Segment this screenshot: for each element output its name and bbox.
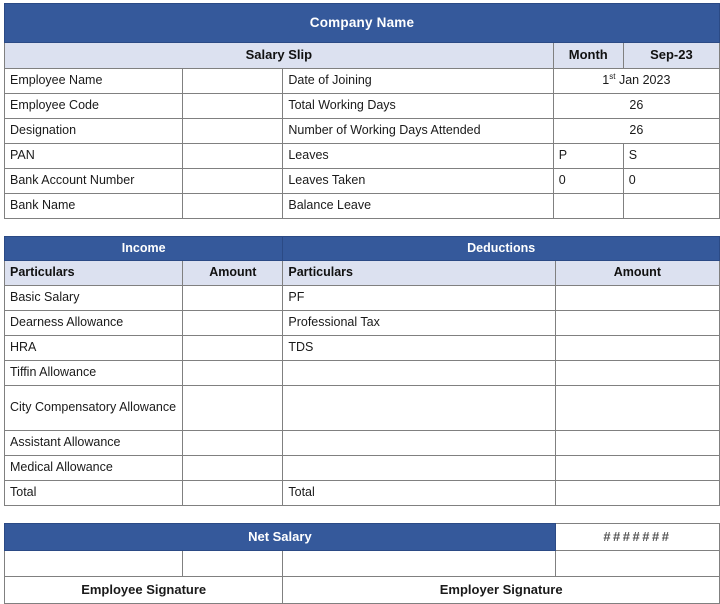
total-working-days-label: Total Working Days	[283, 94, 553, 119]
blank-cell	[283, 551, 555, 577]
section-header-row	[5, 237, 720, 261]
salary-slip-title-row	[5, 43, 720, 69]
salary-slip-title: Salary Slip	[5, 43, 554, 69]
employee-info-table	[4, 3, 720, 219]
income-particulars-header: Particulars	[5, 261, 183, 286]
deduction-amount-header: Amount	[555, 261, 719, 286]
employee-code-label: Employee Code	[5, 94, 183, 119]
table-row	[5, 386, 720, 431]
income-amount-header: Amount	[183, 261, 283, 286]
net-salary-value[interactable]: #######	[555, 524, 719, 551]
income-amount[interactable]	[183, 361, 283, 386]
doj-day: 1	[602, 73, 610, 88]
income-amount[interactable]	[183, 286, 283, 311]
pan-label: PAN	[5, 144, 183, 169]
net-salary-label: Net Salary	[5, 524, 556, 551]
doj-ordinal: st	[609, 72, 616, 82]
designation-label: Designation	[5, 119, 183, 144]
leaves-sick-value[interactable]: S	[623, 144, 719, 169]
deduction-amount[interactable]	[555, 361, 719, 386]
table-row	[5, 361, 720, 386]
deductions-section-header: Deductions	[283, 237, 720, 261]
table-row	[5, 456, 720, 481]
deduction-particular: PF	[283, 286, 555, 311]
deduction-amount[interactable]	[555, 336, 719, 361]
income-particular: Basic Salary	[5, 286, 183, 311]
info-row	[5, 144, 720, 169]
income-particular: Medical Allowance	[5, 456, 183, 481]
blank-spacer-row	[5, 551, 720, 577]
balance-leave-label: Balance Leave	[283, 194, 553, 219]
column-header-row	[5, 261, 720, 286]
blank-cell	[555, 551, 719, 577]
balance-leave-present-value[interactable]	[553, 194, 623, 219]
date-of-joining-label: Date of Joining	[283, 69, 553, 94]
income-particular: Dearness Allowance	[5, 311, 183, 336]
income-amount[interactable]	[183, 456, 283, 481]
blank-cell	[5, 551, 183, 577]
company-name: Company Name	[5, 4, 720, 43]
deduction-amount[interactable]	[555, 311, 719, 336]
deduction-particular	[283, 431, 555, 456]
deduction-particular	[283, 386, 555, 431]
deduction-particular: Professional Tax	[283, 311, 555, 336]
bank-account-number-label: Bank Account Number	[5, 169, 183, 194]
employer-signature-label: Employer Signature	[283, 577, 720, 604]
income-amount[interactable]	[183, 311, 283, 336]
income-total-amount[interactable]	[183, 481, 283, 506]
designation-value[interactable]	[183, 119, 283, 144]
balance-leave-sick-value[interactable]	[623, 194, 719, 219]
employee-name-label: Employee Name	[5, 69, 183, 94]
income-particular: HRA	[5, 336, 183, 361]
info-row	[5, 94, 720, 119]
income-particular: Tiffin Allowance	[5, 361, 183, 386]
deduction-total-label: Total	[283, 481, 555, 506]
total-working-days-value[interactable]: 26	[553, 94, 719, 119]
table-row	[5, 431, 720, 456]
employee-signature-label: Employee Signature	[5, 577, 283, 604]
doj-month-year: Jan 2023	[615, 73, 671, 88]
income-total-label: Total	[5, 481, 183, 506]
employee-name-value[interactable]	[183, 69, 283, 94]
earnings-deductions-table	[4, 236, 720, 506]
net-salary-row	[5, 524, 720, 551]
leaves-taken-present-value[interactable]: 0	[553, 169, 623, 194]
info-row	[5, 69, 720, 94]
month-label: Month	[553, 43, 623, 69]
deduction-particular: TDS	[283, 336, 555, 361]
info-row	[5, 169, 720, 194]
days-attended-value[interactable]: 26	[553, 119, 719, 144]
deduction-particulars-header: Particulars	[283, 261, 555, 286]
info-row	[5, 194, 720, 219]
pan-value[interactable]	[183, 144, 283, 169]
net-salary-table	[4, 523, 720, 604]
table-row-total	[5, 481, 720, 506]
income-amount[interactable]	[183, 386, 283, 431]
section-spacer	[4, 219, 720, 236]
table-row	[5, 336, 720, 361]
blank-cell	[183, 551, 283, 577]
income-particular: City Compensatory Allowance	[5, 386, 183, 431]
table-row	[5, 311, 720, 336]
info-row	[5, 119, 720, 144]
deduction-particular	[283, 361, 555, 386]
month-value: Sep-23	[623, 43, 719, 69]
date-of-joining-value[interactable]	[553, 69, 719, 94]
bank-name-value[interactable]	[183, 194, 283, 219]
footer-spacer	[4, 506, 720, 523]
leaves-label: Leaves	[283, 144, 553, 169]
deduction-amount[interactable]	[555, 286, 719, 311]
income-section-header: Income	[5, 237, 283, 261]
days-attended-label: Number of Working Days Attended	[283, 119, 553, 144]
deduction-amount[interactable]	[555, 386, 719, 431]
deduction-amount[interactable]	[555, 431, 719, 456]
income-particular: Assistant Allowance	[5, 431, 183, 456]
deduction-particular	[283, 456, 555, 481]
table-row	[5, 286, 720, 311]
leaves-taken-label: Leaves Taken	[283, 169, 553, 194]
income-amount[interactable]	[183, 431, 283, 456]
company-name-row	[5, 4, 720, 43]
bank-account-number-value[interactable]	[183, 169, 283, 194]
income-amount[interactable]	[183, 336, 283, 361]
bank-name-label: Bank Name	[5, 194, 183, 219]
deduction-total-amount[interactable]	[555, 481, 719, 506]
employee-code-value[interactable]	[183, 94, 283, 119]
leaves-taken-sick-value[interactable]: 0	[623, 169, 719, 194]
deduction-amount[interactable]	[555, 456, 719, 481]
leaves-present-value[interactable]: P	[553, 144, 623, 169]
signature-row	[5, 577, 720, 604]
